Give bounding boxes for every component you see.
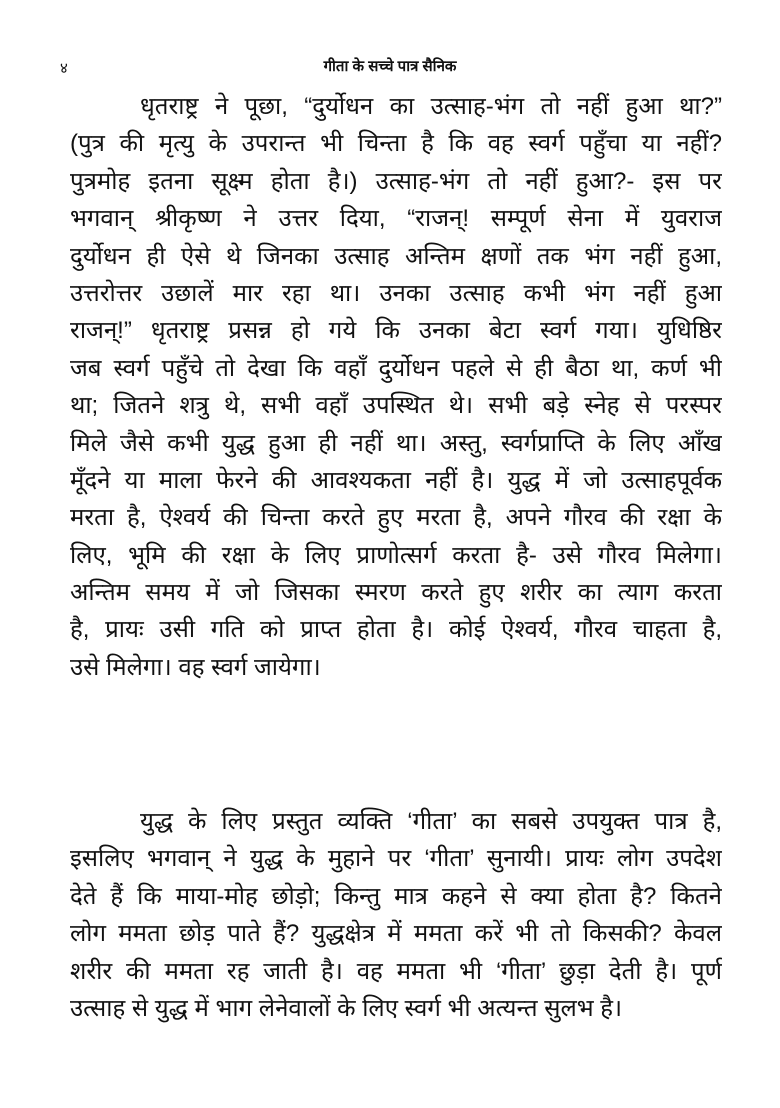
text-line: था; जितने शत्रु थे, सभी वहाँ उपस्थित थे। सभी बड़े स्नेह से परस्पर (70, 392, 722, 420)
text-line: दुर्योधन ही ऐसे थे जिनका उत्साह अन्तिम क्षणों तक भंग नहीं हुआ, (70, 242, 722, 270)
text-line: लिए, भूमि की रक्षा के लिए प्राणोत्सर्ग करता है- उसे गौरव मिलेगा। (70, 541, 722, 569)
text-line: युद्ध के लिए प्रस्तुत व्यक्ति ‘गीता’ का सबसे उपयुक्त पात्र है, (140, 808, 722, 835)
running-header-title: गीता के सच्चे पात्र सैनिक (323, 58, 457, 75)
text-line: उसे मिलेगा। वह स्वर्ग जायेगा। (70, 653, 321, 681)
text-line: है, प्रायः उसी गति को प्राप्त होता है। कोई ऐश्वर्य, गौरव चाहता है, (70, 616, 722, 644)
text-line: उत्तरोत्तर उछालें मार रहा था। उनका उत्साह कभी भंग नहीं हुआ (70, 279, 722, 307)
text-line: राजन्!” धृतराष्ट्र प्रसन्न हो गये कि उनका बेटा स्वर्ग गया। युधिष्ठिर (70, 317, 722, 345)
page-number: ४ (60, 60, 68, 77)
text-line: जब स्वर्ग पहुँचे तो देखा कि वहाँ दुर्योधन पहले से ही बैठा था, कर्ण भी (70, 354, 722, 382)
text-line: इसलिए भगवान् ने युद्ध के मुहाने पर ‘गीता’ सुनायी। प्रायः लोग उपदेश (70, 845, 722, 873)
text-line: मूँदने या माला फेरने की आवश्यकता नहीं है। युद्ध में जो उत्साहपूर्वक (70, 466, 722, 494)
paragraph-2 (70, 803, 722, 1027)
text-line: भगवान् श्रीकृष्ण ने उत्तर दिया, “राजन्! सम्पूर्ण सेना में युवराज (70, 205, 722, 233)
text-line: अन्तिम समय में जो जिसका स्मरण करते हुए शरीर का त्याग करता (70, 579, 722, 607)
paragraph-1 (70, 88, 722, 686)
text-line: उत्साह से युद्ध में भाग लेनेवालों के लिए स्वर्ग भी अत्यन्त सुलभ है। (70, 994, 623, 1022)
text-line: धृतराष्ट्र ने पूछा, “दुर्योधन का उत्साह-भंग तो नहीं हुआ था?” (140, 93, 722, 120)
text-line: पुत्रमोह इतना सूक्ष्म होता है।) उत्साह-भंग तो नहीं हुआ?- इस पर (70, 167, 722, 195)
text-line: शरीर की ममता रह जाती है। वह ममता भी ‘गीता’ छुड़ा देती है। पूर्ण (70, 957, 722, 985)
text-line: मरता है, ऐश्वर्य की चिन्ता करते हुए मरता है, अपने गौरव की रक्षा के (70, 504, 722, 532)
text-line: (पुत्र की मृत्यु के उपरान्त भी चिन्ता है कि वह स्वर्ग पहुँचा या नहीं? (70, 130, 722, 158)
text-line: मिले जैसे कभी युद्ध हुआ ही नहीं था। अस्तु, स्वर्गप्राप्ति के लिए आँख (70, 429, 722, 457)
text-line: देते हैं कि माया-मोह छोड़ो; किन्तु मात्र कहने से क्या होता है? कितने (70, 882, 722, 910)
text-line: लोग ममता छोड़ पाते हैं? युद्धक्षेत्र में ममता करें भी तो किसकी? केवल (70, 920, 722, 948)
